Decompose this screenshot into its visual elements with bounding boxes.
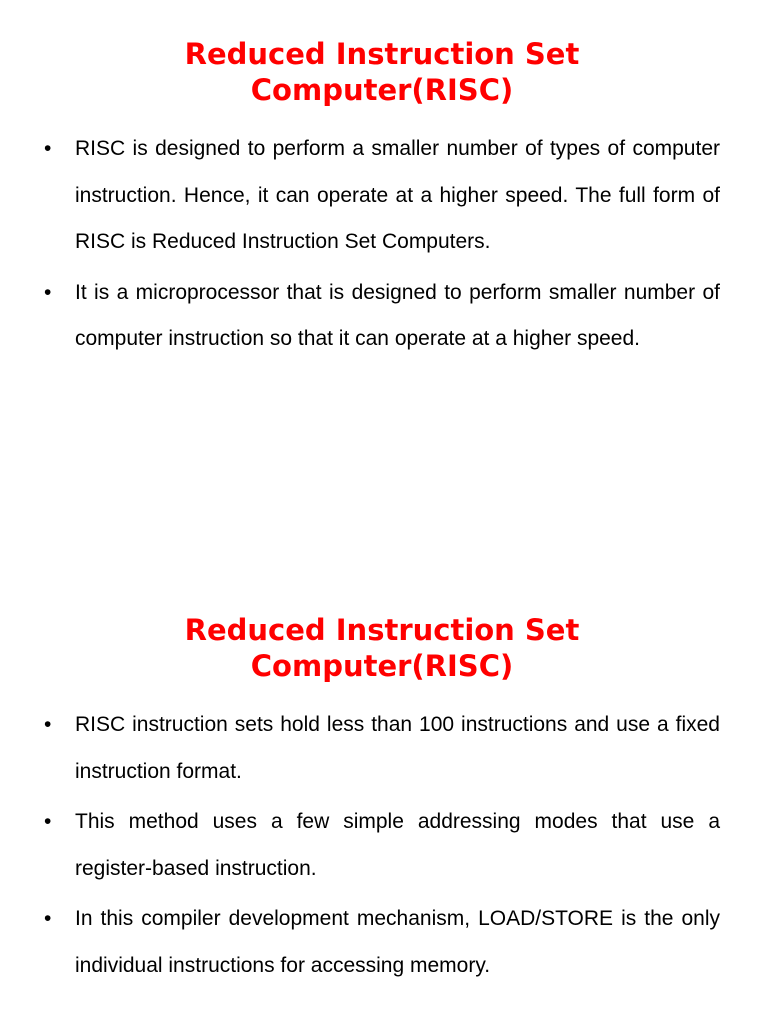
bullet-icon: • bbox=[44, 810, 52, 833]
slide-title: Reduced Instruction Set Computer(RISC) bbox=[184, 37, 580, 107]
bullet-item bbox=[44, 702, 720, 795]
bullet-icon: • bbox=[44, 907, 52, 930]
bullet-icon: • bbox=[44, 713, 52, 736]
bullet-text: It is a microprocessor that is designed to perform smaller number of computer instruction so that it can operate at a higher speed. bbox=[75, 280, 720, 350]
slide-title: Reduced Instruction Set Computer(RISC) bbox=[184, 613, 580, 683]
bullet-text: RISC is designed to perform a smaller number of types of computer instruction. Hence, it can operate at a higher speed. The full form of RISC is Reduced Instruction Set Computers. bbox=[75, 137, 720, 253]
bullet-text: This method uses a few simple addressing modes that use a register-based instruction. bbox=[75, 810, 720, 880]
bullet-list bbox=[44, 126, 720, 363]
bullet-item bbox=[44, 126, 720, 266]
bullet-item bbox=[44, 270, 720, 363]
bullet-text: In this compiler development mechanism, LOAD/STORE is the only individual instructions for accessing memory. bbox=[75, 907, 720, 977]
bullet-item bbox=[44, 799, 720, 892]
bullet-icon: • bbox=[44, 280, 52, 304]
bullet-list bbox=[44, 702, 720, 989]
bullet-text: RISC instruction sets hold less than 100 instructions and use a fixed instruction format. bbox=[75, 713, 720, 783]
slide-1 bbox=[0, 36, 768, 367]
slide-2 bbox=[0, 612, 768, 993]
bullet-icon: • bbox=[44, 137, 52, 160]
bullet-item bbox=[44, 896, 720, 989]
